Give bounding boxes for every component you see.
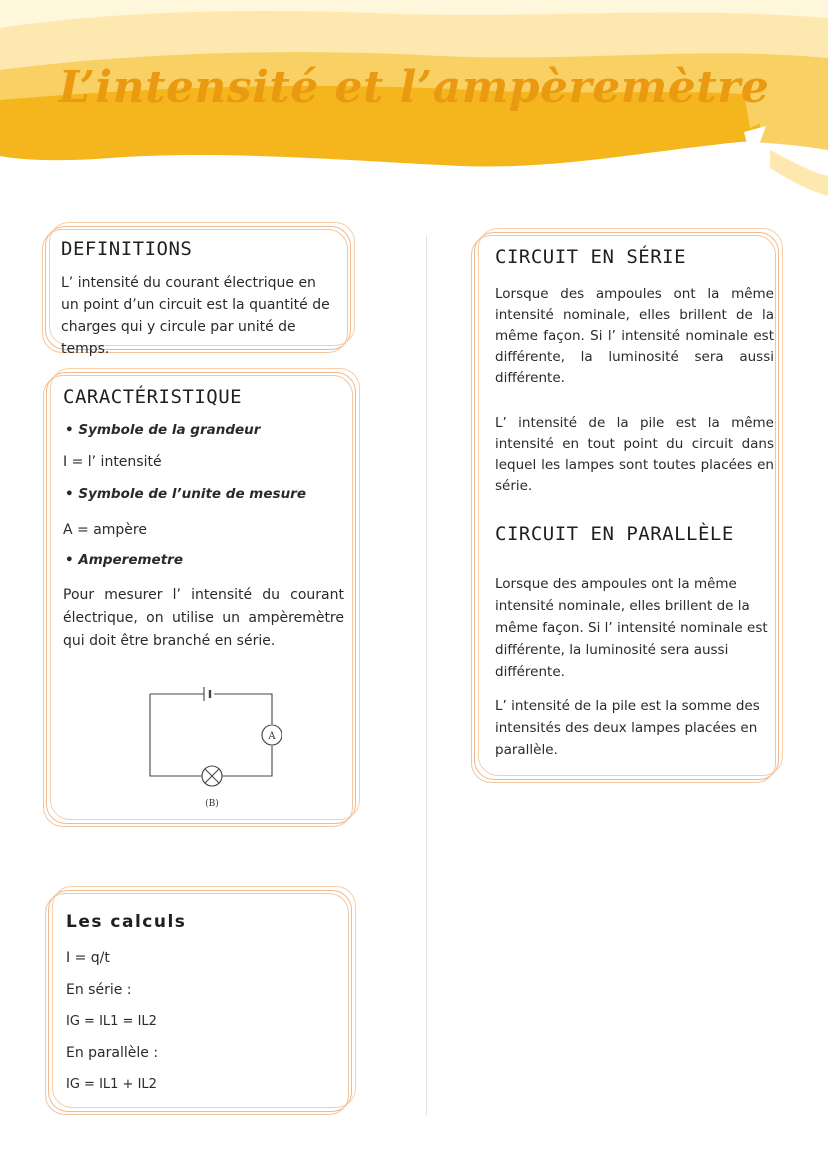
diagram-caption: (B) xyxy=(205,799,219,809)
amperemetre-paragraph: Pour mesurer l’ intensité du courant électrique, on utilise un ampèremètre qui doit être branché en série. xyxy=(63,587,344,649)
circuit-parallele-paragraph1: Lorsque des ampoules ont la même intensité nominale, elles brillent de la même façon. Si l’ intensité nominale est différente, la luminosité sera aussi différente. xyxy=(495,576,768,680)
caracteristique-heading: CARACTÉRISTIQUE xyxy=(63,386,243,408)
calculs-card xyxy=(48,890,352,1112)
definitions-text: L’ intensité du courant électrique en un point d’un circuit est la quantité de charges qui y circule par unité de temps. xyxy=(61,275,330,357)
bullet-symbole-grandeur: • Symbole de la grandeur xyxy=(65,422,344,438)
caracteristique-card xyxy=(46,372,356,824)
circuit-parallele-paragraph2: L’ intensité de la pile est la somme des intensités des deux lampes placées en parallèle. xyxy=(495,698,760,758)
parallele-formula: IG = IL1 + IL2 xyxy=(66,1077,157,1092)
unit-symbol-line: A = ampère xyxy=(63,522,147,538)
circuits-card xyxy=(474,232,779,780)
parallele-label: En parallèle : xyxy=(66,1045,159,1061)
circuit-serie-paragraph1: Lorsque des ampoules ont la même intensité nominale, elles brillent de la même façon. Si l’ intensité nominale est différente, la luminosité sera aussi différente. xyxy=(495,286,774,386)
ammeter-label: A xyxy=(268,731,276,742)
intensity-symbol-line: I = l’ intensité xyxy=(63,454,162,470)
circuit-serie-heading: CIRCUIT EN SÉRIE xyxy=(495,246,687,268)
column-divider xyxy=(426,235,427,1115)
definitions-card xyxy=(45,226,351,357)
formula-intensity: I = q/t xyxy=(66,950,110,966)
circuit-parallele-heading: CIRCUIT EN PARALLÈLE xyxy=(495,523,734,545)
serie-label: En série : xyxy=(66,982,132,998)
circuit-serie-paragraph2: L’ intensité de la pile est la même intensité en tout point du circuit dans lequel les lampes sont toutes placées en série. xyxy=(495,415,774,494)
bullet-amperemetre: • Amperemetre xyxy=(65,552,344,568)
definitions-heading: DEFINITIONS xyxy=(61,238,193,260)
bullet-symbole-unite: • Symbole de l’unite de mesure xyxy=(65,486,344,502)
ammeter-circuit-diagram xyxy=(142,682,282,814)
serie-formula: IG = IL1 = IL2 xyxy=(66,1014,157,1029)
calculs-heading: Les calculs xyxy=(66,912,187,932)
page-title: L’intensité et l’ampèremètre xyxy=(58,62,770,113)
